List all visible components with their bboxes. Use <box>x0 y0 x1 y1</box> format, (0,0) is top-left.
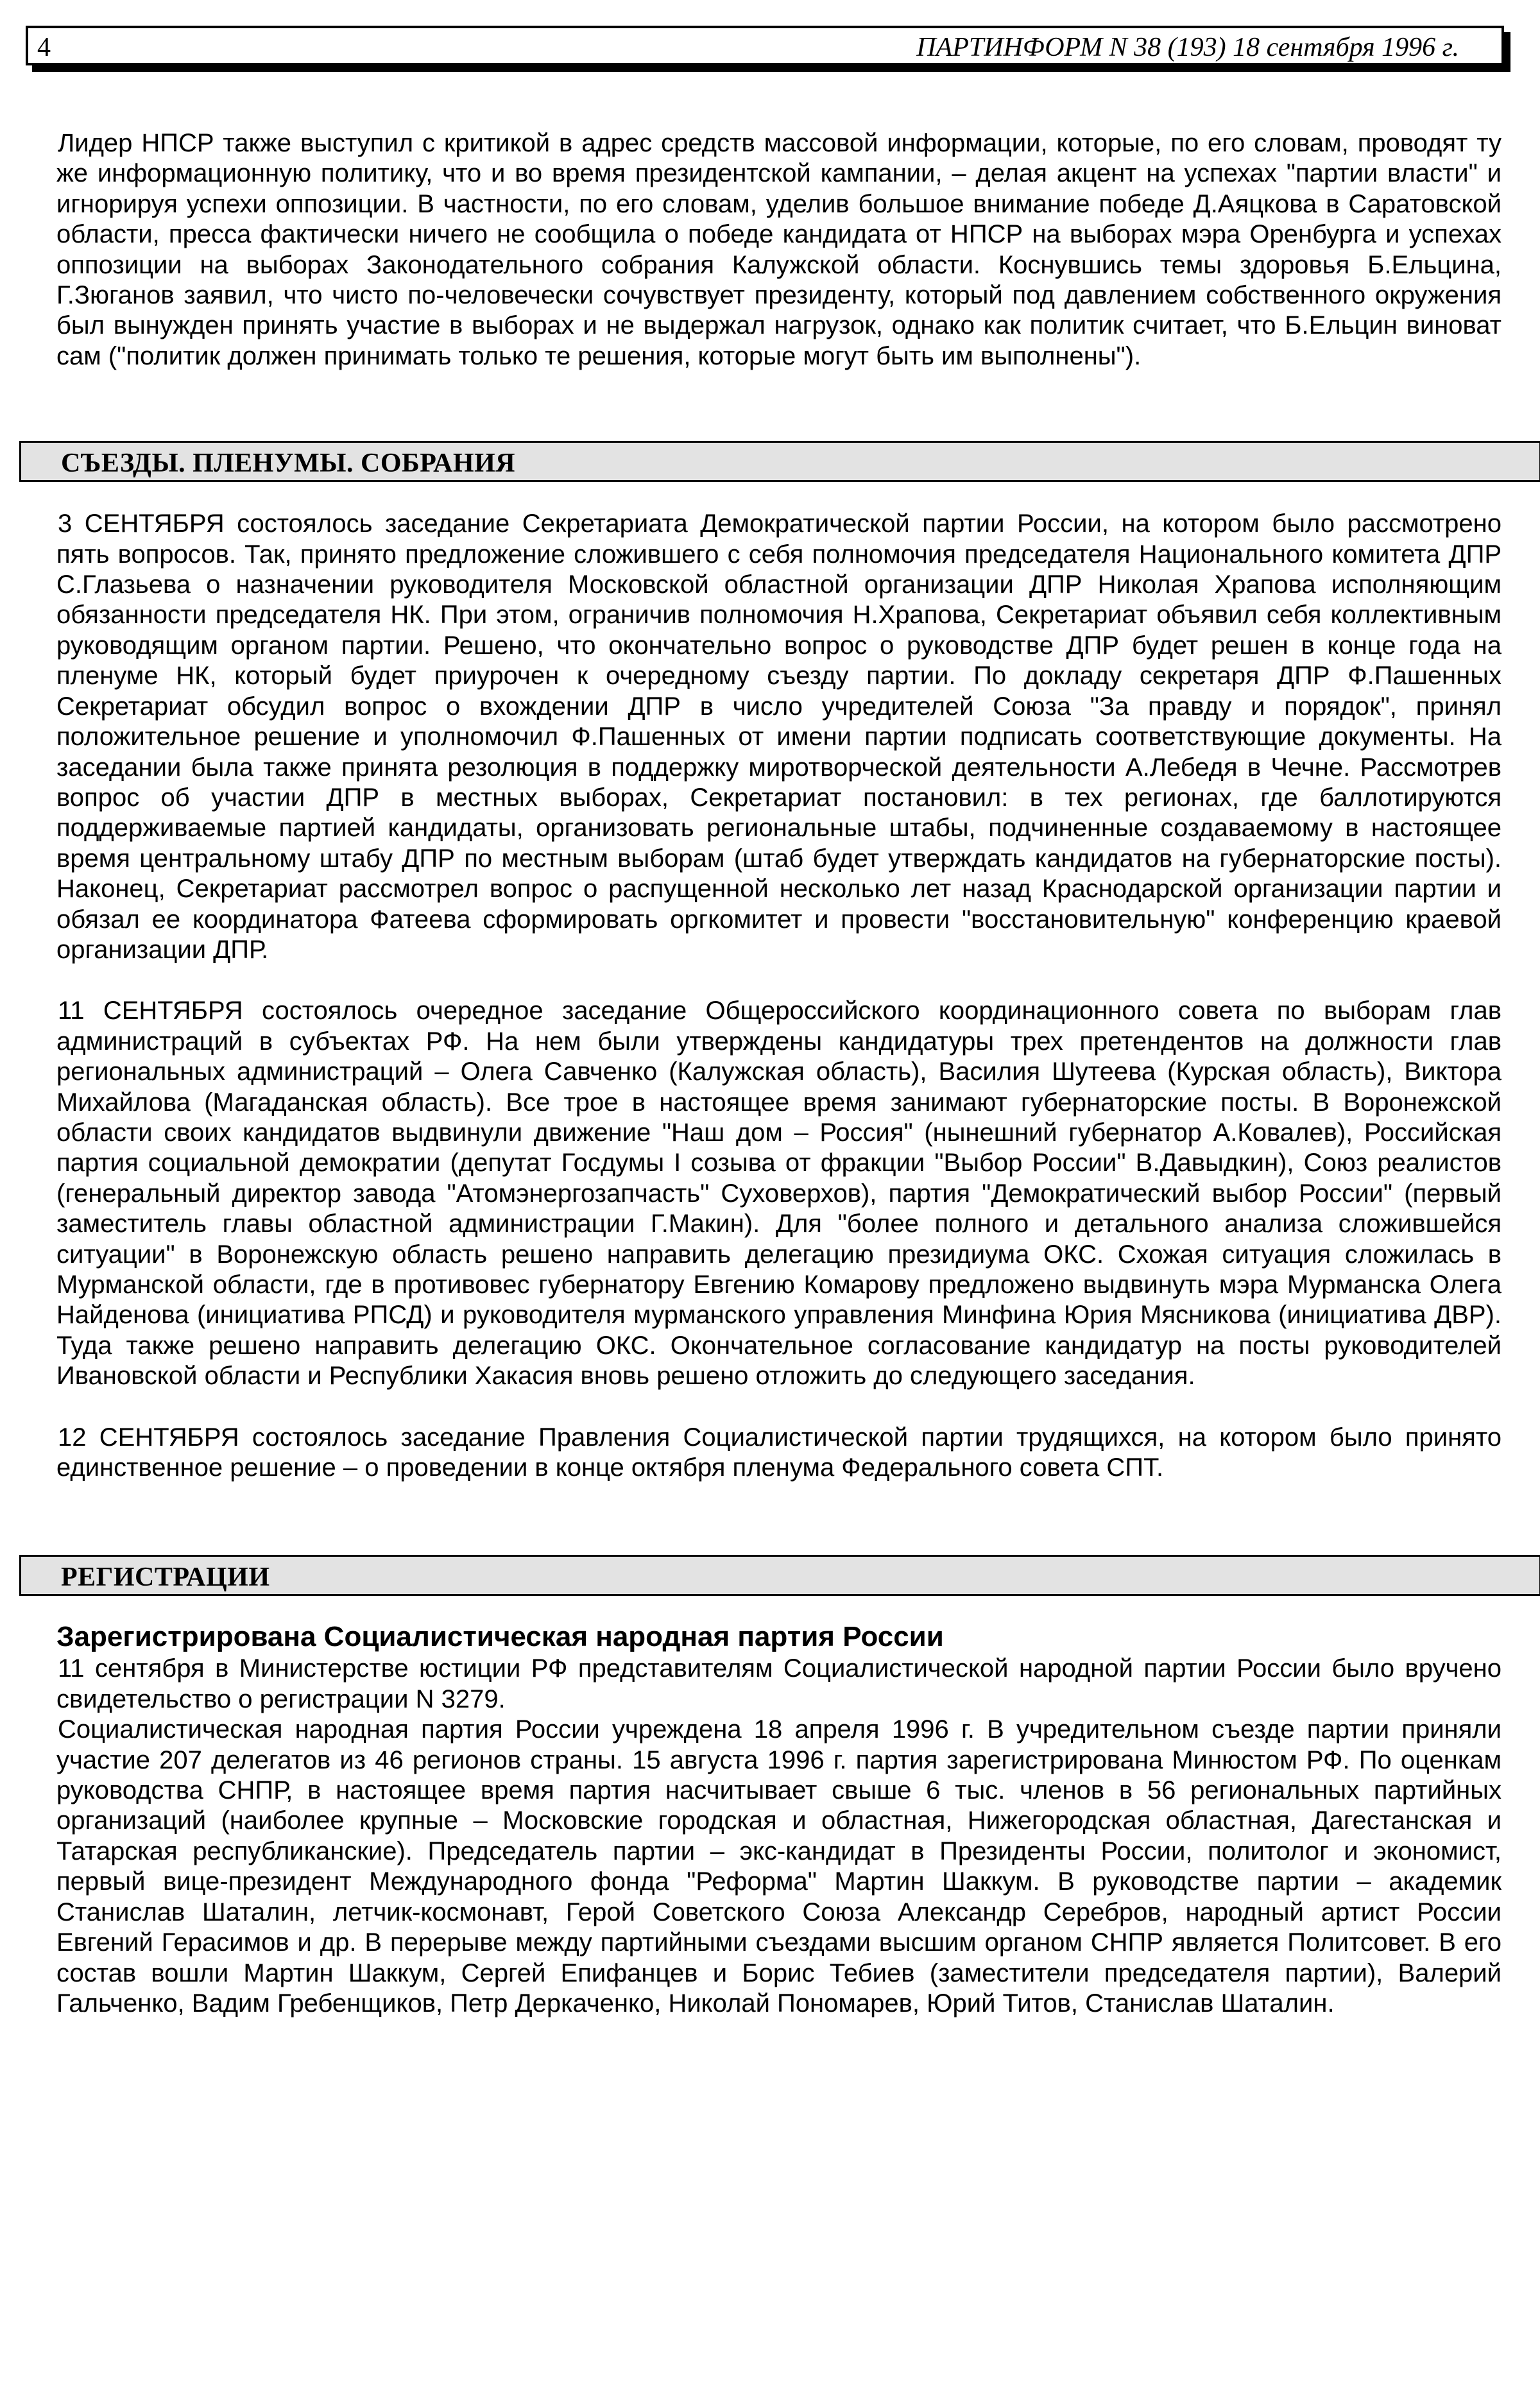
page-header <box>26 26 1504 65</box>
section-registrations <box>56 1620 1502 2019</box>
section-header-congresses <box>19 441 1540 482</box>
issue-title: ПАРТИНФОРМ N 38 (193) 18 сентября 1996 г. <box>916 33 1459 62</box>
paragraph-registration: 11 сентября в Министерстве юстиции РФ представителям Социалистической народной партии России было вручено свидетельство о регистрации N 3279. <box>56 1654 1502 1713</box>
page-number: 4 <box>37 33 51 62</box>
page-content <box>56 128 1502 2019</box>
section-header-registrations <box>19 1555 1540 1596</box>
intro-paragraph: Лидер НПСР также выступил с критикой в адрес средств массовой информации, которые, по его словам, проводят ту же информационную политику, что и во время президентской кампании, – делая акцент на успехах "партии власти" и игнорируя успехи оппозиции. В частности, по его словам, уделив большое внимание победе Д.Аяцкова в Саратовской области, пресса фактически ничего не сообщила о победе кандидата от НПСР на выборах мэра Оренбурга и успехах оппозиции на выборах Законодательного собрания Калужской области. Коснувшись темы здоровья Б.Ельцина, Г.Зюганов заявил, что чисто по-человечески сочувствует президенту, который под давлением собственного окружения был вынужден принять участие в выборах и не выдержал нагрузок, однако как политик считает, что Б.Ельцин виноват сам ("политик должен принимать только те решения, которые могут быть им выполнены"). <box>56 129 1502 370</box>
paragraph-sept-3: 3 СЕНТЯБРЯ состоялось заседание Секретариата Демократической партии России, на котором было рассмотрено пять вопросов. Так, принято предложение сложившего с себя полномочия председателя Национального комитета ДПР С.Глазьева о назначении руководителя Московской областной организации ДПР Николая Храпова исполняющим обязанности председателя НК. При этом, ограничив полномочия Н.Храпова, Секретариат объявил себя коллективным руководящим органом партии. Решено, что окончательно вопрос о руководстве ДПР будет решен в конце года на пленуме НК, который будет приурочен к очередному съезду партии. По докладу секретаря ДПР Ф.Пашенных Секретариат обсудил вопрос о вхождении ДПР в число учредителей Союза "За правду и порядок", принял положительное решение и уполномочил Ф.Пашенных от имени партии подписать соответствующие документы. На заседании была также принята резолюция в поддержку миротворческой деятельности А.Лебедя в Чечне. Рассмотрев вопрос об участии ДПР в местных выборах, Секретариат постановил: в тех регионах, где баллотируются поддерживаемые партией кандидаты, организовать региональные штабы, подчиненные создаваемому в настоящее время центральному штабу ДПР по местным выборам (штаб будет утверждать кандидатов на губернаторские посты). Наконец, Секретариат рассмотрел вопрос о распущенной несколько лет назад Краснодарской организации партии и обязал ее координатора Фатеева сформировать оргкомитет и провести "восстановительную" конференцию краевой организации ДПР. <box>56 510 1502 964</box>
paragraph-sept-11: 11 СЕНТЯБРЯ состоялось очередное заседание Общероссийского координационного совета по выборам глав администраций в субъектах РФ. На нем были утверждены кандидатуры трех претендентов на должности глав региональных администраций – Олега Савченко (Калужская область), Василия Шутеева (Курская область), Виктора Михайлова (Магаданская область). Все трое в настоящее время занимают губернаторские посты. В Воронежской области своих кандидатов выдвинули движение "Наш дом – Россия" (нынешний губернатор А.Ковалев), Российская партия социальной демократии (депутат Госдумы I созыва от фракции "Выбор России" В.Давыдкин), Союз реалистов (генеральный директор завода "Атомэнергозапчасть" Суховерхов), партия "Демократический выбор России" (первый заместитель главы областной администрации Г.Макин). Для "более полного и детального анализа сложившейся ситуации" в Воронежскую область решено направить делегацию президиума ОКС. Схожая ситуация сложилась в Мурманской области, где в противовес губернатору Евгению Комарову предложено выдвинуть мэра Мурманска Олега Найденова (инициатива РПСД) и руководителя мурманского управления Минфина Юрия Мясникова (инициатива ДВР). Туда также решено направить делегацию ОКС. Окончательное согласование кандидатур на посты руководителей Ивановской области и Республики Хакасия вновь решено отложить до следующего заседания. <box>56 997 1502 1391</box>
paragraph-party-profile: Социалистическая народная партия России учреждена 18 апреля 1996 г. В учредительном съезде партии приняли участие 207 делегатов из 46 регионов страны. 15 августа 1996 г. партия зарегистрирована Минюстом РФ. По оценкам руководства СНПР, в настоящее время партия насчитывает свыше 6 тыс. членов в 56 региональных партийных организаций (наиболее крупные – Московские городская и областная, Нижегородская областная, Дагестанская и Татарская республиканские). Председатель партии – экс-кандидат в Президенты России, политолог и экономист, первый вице-президент Международного фонда "Реформа" Мартин Шаккум. В руководстве партии – академик Станислав Шаталин, летчик-космонавт, Герой Советского Союза Александр Серебров, народный артист России Евгений Герасимов и др. В перерыве между партийными съездами высшим органом СНПР является Политсовет. В его состав вошли Мартин Шаккум, Сергей Епифанцев и Борис Тебиев (заместители председателя партии), Валерий Гальченко, Вадим Гребенщиков, Петр Деркаченко, Николай Пономарев, Юрий Титов, Станислав Шаталин. <box>56 1715 1502 2018</box>
article-heading: Зарегистрирована Социалистическая народная партия России <box>56 1621 944 1653</box>
paragraph-sept-12: 12 СЕНТЯБРЯ состоялось заседание Правления Социалистической партии трудящихся, на котором было принято единственное решение – о проведении в конце октября пленума Федерального совета СПТ. <box>56 1423 1502 1482</box>
section-title: РЕГИСТРАЦИИ <box>61 1563 270 1593</box>
section-title: СЪЕЗДЫ. ПЛЕНУМЫ. СОБРАНИЯ <box>61 449 516 479</box>
section-congresses <box>56 509 1502 1483</box>
